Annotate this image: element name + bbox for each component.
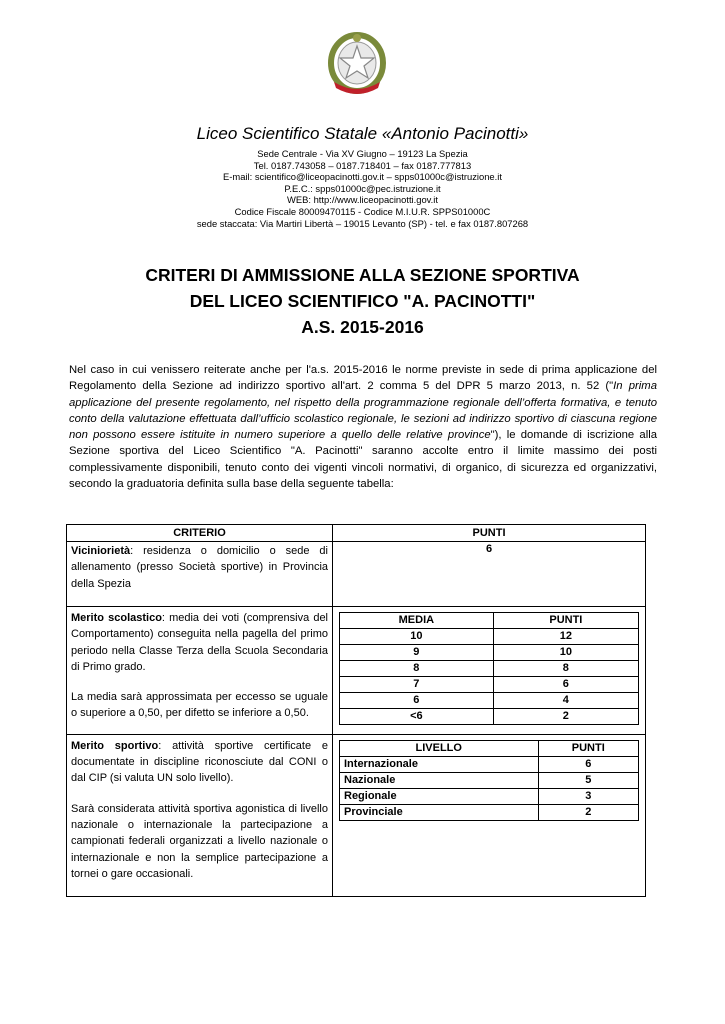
table-row xyxy=(67,542,646,607)
inner-row xyxy=(340,756,639,772)
document-title xyxy=(0,262,725,340)
inner-cell: 5 xyxy=(538,772,639,788)
inner-cell: Provinciale xyxy=(340,804,539,820)
inner-header: PUNTI xyxy=(493,613,638,629)
intro-text-end: "), le domande di iscrizione alla Sezione sportiva del Liceo Scientifico "A. Pacinotti" saranno accolte entro il limite massimo dei posti complessivamente disponibili, tenuto conto dei vigenti vincoli normativi, di organico, di sicurezza ed organizzativi, secondo la graduatoria definita sulla base della seguente tabella: xyxy=(69,429,658,491)
inner-row xyxy=(340,788,639,804)
contact-info xyxy=(0,148,725,229)
inner-cell: Internazionale xyxy=(340,756,539,772)
contact-line: Tel. 0187.743058 – 0187.718401 – fax 0187.777813 xyxy=(253,159,472,171)
inner-cell: 12 xyxy=(493,629,638,645)
title-line: A.S. 2015-2016 xyxy=(301,317,424,337)
inner-row xyxy=(340,804,639,820)
inner-cell: 6 xyxy=(340,693,494,709)
points-cell xyxy=(333,607,646,735)
inner-row xyxy=(340,709,639,725)
criterion-cell xyxy=(67,607,333,735)
points-cell xyxy=(333,734,646,896)
criterion-label: Merito sportivo xyxy=(71,739,159,752)
republic-emblem-icon xyxy=(326,30,388,96)
inner-header: MEDIA xyxy=(340,613,494,629)
contact-line: WEB: http://www.liceopacinotti.gov.it xyxy=(287,194,438,206)
inner-cell: <6 xyxy=(340,709,494,725)
table-row xyxy=(67,607,646,735)
level-points-table xyxy=(339,740,639,821)
inner-header: LIVELLO xyxy=(340,740,539,756)
inner-row xyxy=(340,645,639,661)
inner-cell: 6 xyxy=(538,756,639,772)
inner-cell: 2 xyxy=(538,804,639,820)
inner-cell: 2 xyxy=(493,709,638,725)
points-value: 6 xyxy=(485,543,493,555)
average-points-table xyxy=(339,612,639,725)
inner-cell: 8 xyxy=(340,661,494,677)
title-line: DEL LICEO SCIENTIFICO "A. PACINOTTI" xyxy=(189,291,536,311)
criterion-label: Merito scolastico xyxy=(71,612,162,624)
school-name: Liceo Scientifico Statale «Antonio Pacinotti» xyxy=(196,124,529,143)
criterion-text: : attività sportive certificate e documentate in discipline riconosciute dal CONI o dal CIP (si valuta UN solo livello). xyxy=(71,739,328,785)
inner-cell: Nazionale xyxy=(340,772,539,788)
points-cell xyxy=(333,542,646,607)
criterion-text: : residenza o domicilio o sede di allenamento (presso Società sportive) in Provincia della Spezia xyxy=(71,545,328,590)
inner-cell: 3 xyxy=(538,788,639,804)
table-header-row xyxy=(67,525,646,542)
criterion-note: La media sarà approssimata per eccesso se uguale o superiore a 0,50, per difetto se inferiore a 0,50. xyxy=(71,691,328,720)
inner-cell: 8 xyxy=(493,661,638,677)
title-line: CRITERI DI AMMISSIONE ALLA SEZIONE SPORTIVA xyxy=(145,265,580,285)
inner-row xyxy=(340,693,639,709)
inner-cell: 10 xyxy=(493,645,638,661)
contact-line: E-mail: scientifico@liceopacinotti.gov.it – spps01000c@istruzione.it xyxy=(223,171,502,183)
inner-cell: 7 xyxy=(340,677,494,693)
criterion-cell xyxy=(67,734,333,896)
header-criterio: CRITERIO xyxy=(67,525,333,542)
inner-row xyxy=(340,772,639,788)
inner-cell: Regionale xyxy=(340,788,539,804)
contact-line: P.E.C.: spps01000c@pec.istruzione.it xyxy=(284,182,441,194)
intro-quote: In prima applicazione del presente regolamento, nel rispetto della programmazione regionale dell’offerta formativa, e tenuto conto della valutazione effettuata dall’ufficio scolastico regionale, le sezioni ad indirizzo sportivo di ciascuna regione non possono essere istituite in numero superiore a quello delle relative province xyxy=(69,380,658,442)
inner-row xyxy=(340,677,639,693)
contact-line: Sede Centrale - Via XV Giugno – 19123 La Spezia xyxy=(257,148,468,159)
inner-cell: 10 xyxy=(340,629,494,645)
contact-line: sede staccata: Via Martiri Libertà – 19015 Levanto (SP) - tel. e fax 0187.807268 xyxy=(196,217,529,229)
intro-text: Nel caso in cui venissero reiterate anche per l'a.s. 2015-2016 le norme previste in sede di prima applicazione del Regolamento della Sezione ad indirizzo sportivo all'art. 2 comma 5 del DPR 5 marzo 2013, n. 52 (" xyxy=(69,364,657,393)
inner-cell: 9 xyxy=(340,645,494,661)
inner-cell: 4 xyxy=(493,693,638,709)
header-punti: PUNTI xyxy=(333,525,646,542)
table-row xyxy=(67,734,646,896)
criterion-label: Viciniorietà xyxy=(71,545,131,557)
inner-row xyxy=(340,629,639,645)
criterion-text: : media dei voti (comprensiva del Comportamento) conseguita nella pagella del primo periodo nella Classe Terza della Scuola Secondaria di Primo grado. xyxy=(71,612,329,673)
intro-paragraph xyxy=(69,362,657,492)
inner-header-row xyxy=(340,740,639,756)
criterion-note: Sarà considerata attività sportiva agonistica di livello nazionale o internazionale la partecipazione a campionati federali organizzati a livello nazionale o internazionale e non la semplice partecipazione a tornei o gare occasionali. xyxy=(71,802,328,880)
criterion-cell xyxy=(67,542,333,607)
contact-line: Codice Fiscale 80009470115 - Codice M.I.U.R. SPPS01000C xyxy=(234,205,491,217)
inner-row xyxy=(340,661,639,677)
inner-header: PUNTI xyxy=(538,740,639,756)
criteria-table xyxy=(66,524,646,897)
inner-cell: 6 xyxy=(493,677,638,693)
inner-header-row xyxy=(340,613,639,629)
